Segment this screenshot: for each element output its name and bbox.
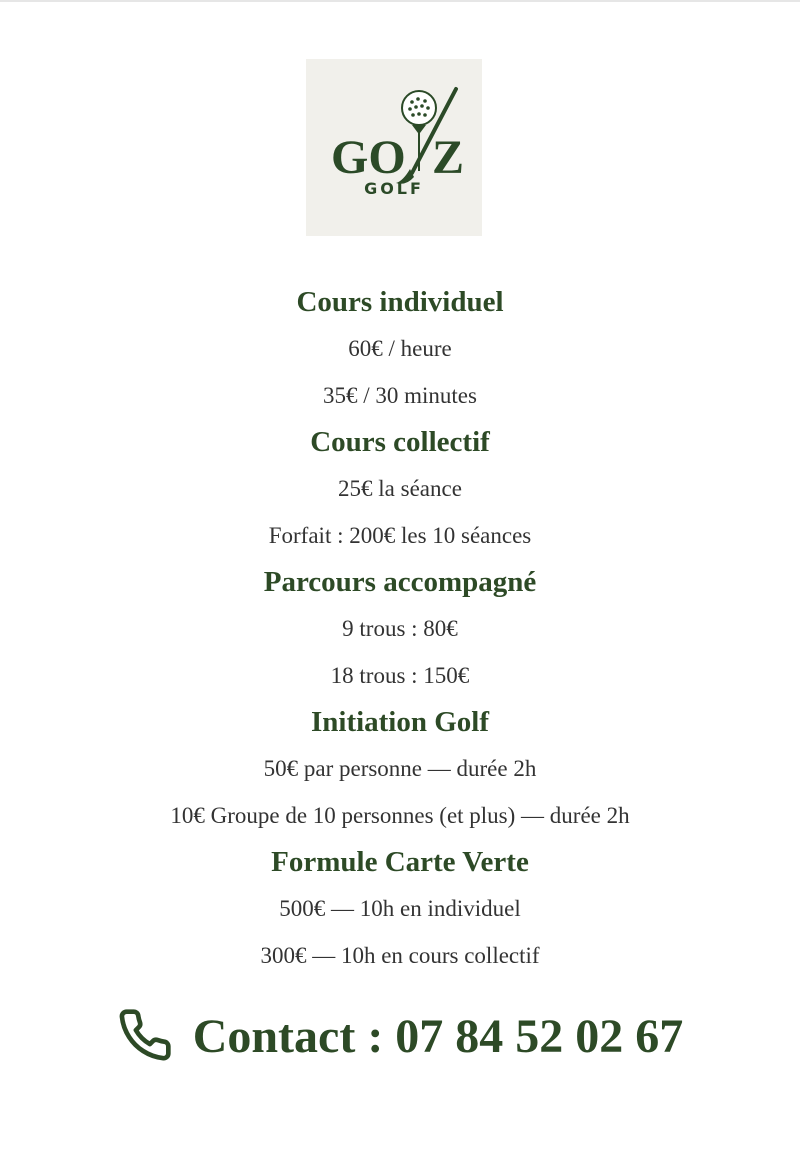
logo [306,59,482,236]
section-title: Parcours accompagné [263,566,537,598]
price-line: 18 trous : 150€ [330,663,470,688]
price-line: 9 trous : 80€ [342,616,458,641]
contact-line [0,1005,800,1069]
logo-text-go: GO [331,131,406,184]
logo-subtitle: GOLF [364,179,424,198]
section-cours-individuel [0,279,800,419]
section-title: Formule Carte Verte [271,846,529,878]
logo-text-z: Z [432,131,465,184]
phone-icon [117,1007,173,1068]
section-initiation-golf [0,699,800,839]
golf-club-ball-icon [306,59,482,236]
price-line: Forfait : 200€ les 10 séances [268,523,532,548]
price-line: 60€ / heure [348,336,452,361]
section-title: Cours collectif [310,426,490,458]
section-parcours-accompagne [0,559,800,699]
contact-phone[interactable]: Contact : 07 84 52 02 67 [192,1010,684,1063]
price-line: 300€ — 10h en cours collectif [260,943,540,968]
price-line: 500€ — 10h en individuel [279,896,521,921]
price-line: 35€ / 30 minutes [323,383,477,408]
section-title: Cours individuel [296,286,504,318]
section-formule-carte-verte [0,839,800,979]
section-title: Initiation Golf [310,706,490,738]
price-line: 50€ par personne — durée 2h [263,756,537,781]
price-list [0,279,800,979]
price-line: 10€ Groupe de 10 personnes (et plus) — durée 2h [170,803,630,828]
top-divider [0,0,800,2]
price-line: 25€ la séance [338,476,462,501]
section-cours-collectif [0,419,800,559]
